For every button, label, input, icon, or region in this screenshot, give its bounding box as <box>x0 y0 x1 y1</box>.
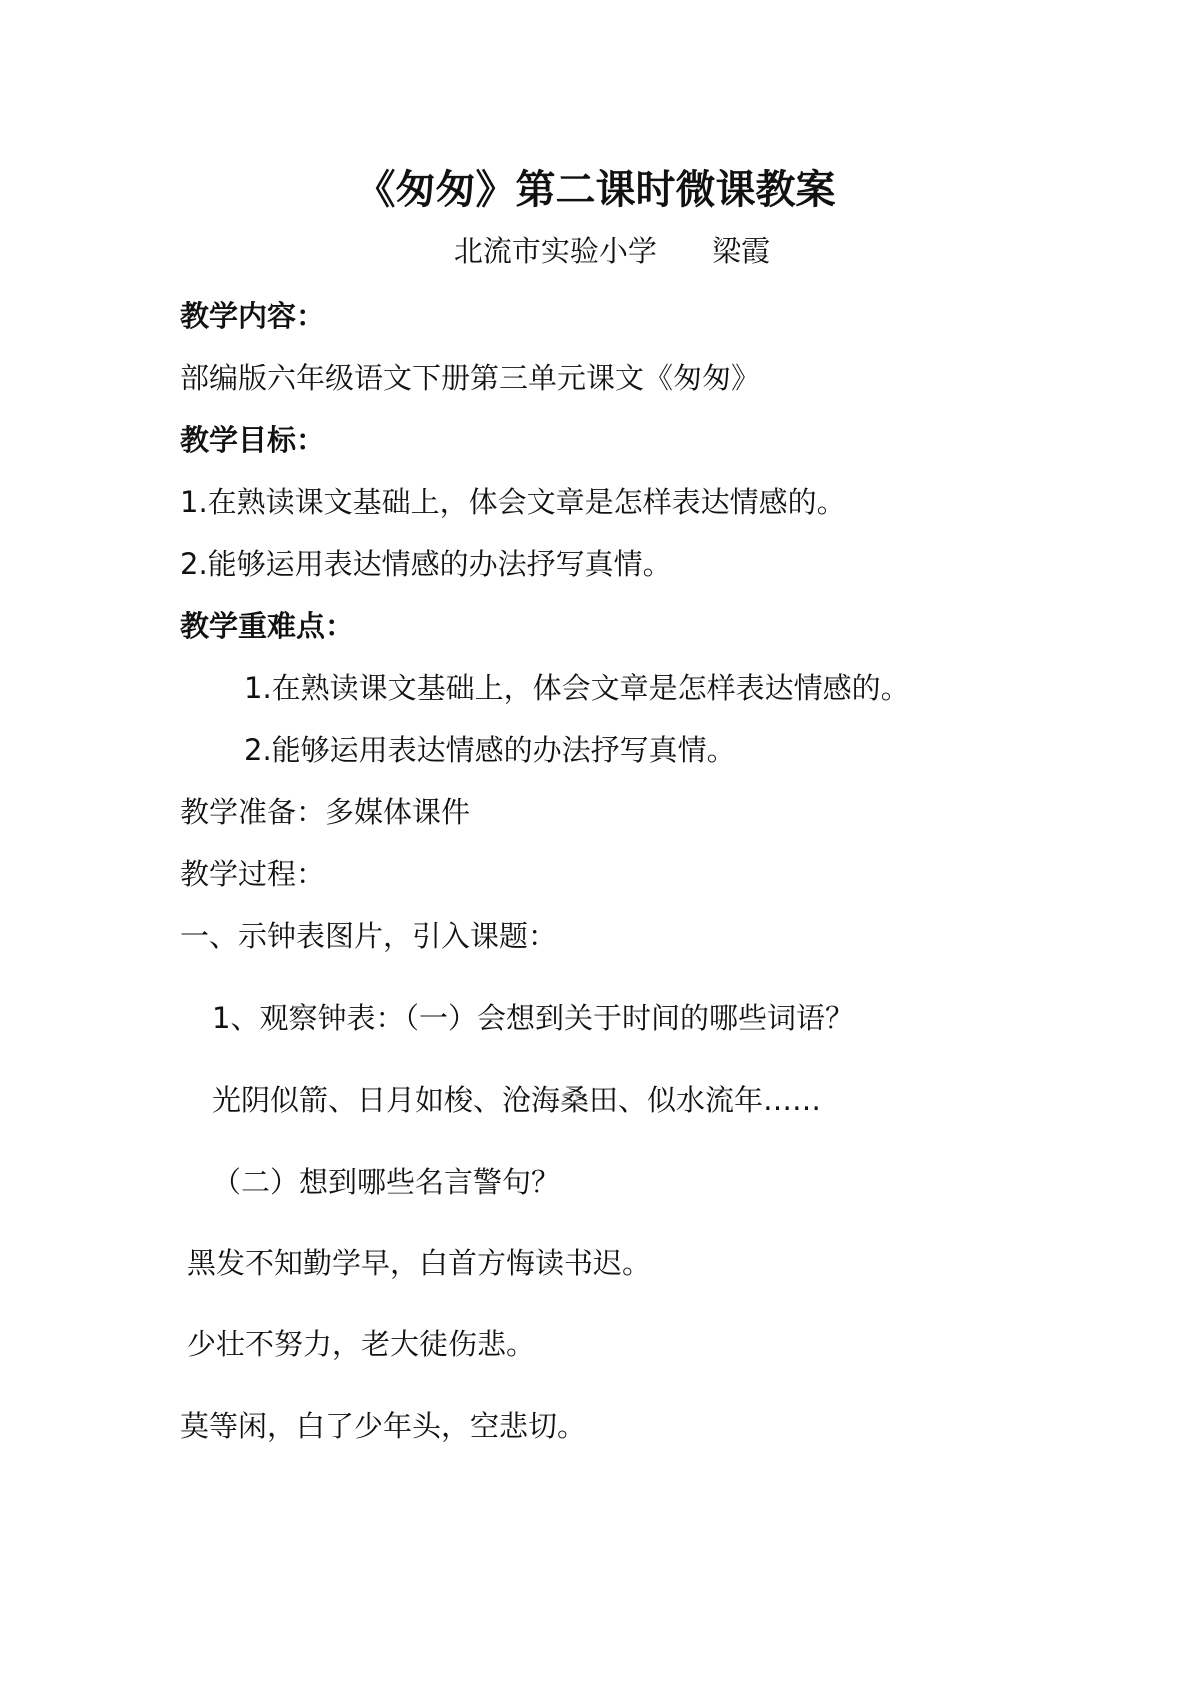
teaching-goals-heading: 教学目标： <box>180 423 326 457</box>
quote-line-3: 莫等闲，白了少年头，空悲切。 <box>180 1409 587 1443</box>
key-point-1: 1.在熟读课文基础上，体会文章是怎样表达情感的。 <box>244 671 910 705</box>
time-idioms-line: 光阴似箭、日月如梭、沧海桑田、似水流年…… <box>212 1083 822 1117</box>
document-title: 《匆匆》第二课时微课教案 <box>355 167 836 213</box>
key-points-heading: 教学重难点： <box>180 609 355 643</box>
teaching-content-text: 部编版六年级语文下册第三单元课文《匆匆》 <box>180 361 761 395</box>
teaching-preparation: 教学准备：多媒体课件 <box>180 795 471 829</box>
key-point-2: 2.能够运用表达情感的办法抒写真情。 <box>244 733 736 767</box>
author-byline: 北流市实验小学 梁霞 <box>453 234 771 268</box>
teaching-goal-1: 1.在熟读课文基础上，体会文章是怎样表达情感的。 <box>180 485 846 519</box>
step-one-line: 一、示钟表图片，引入课题： <box>180 919 558 953</box>
quotes-question-line: （二）想到哪些名言警句？ <box>212 1165 561 1199</box>
teaching-process-heading: 教学过程： <box>180 857 326 891</box>
teaching-goal-2: 2.能够运用表达情感的办法抒写真情。 <box>180 547 672 581</box>
quote-line-2: 少壮不努力，老大徒伤悲。 <box>187 1327 536 1361</box>
observe-clock-line: 1、观察钟表：（一）会想到关于时间的哪些词语？ <box>212 1001 854 1035</box>
teaching-content-heading: 教学内容： <box>180 299 326 333</box>
quote-line-1: 黑发不知勤学早，白首方悔读书迟。 <box>187 1246 652 1280</box>
